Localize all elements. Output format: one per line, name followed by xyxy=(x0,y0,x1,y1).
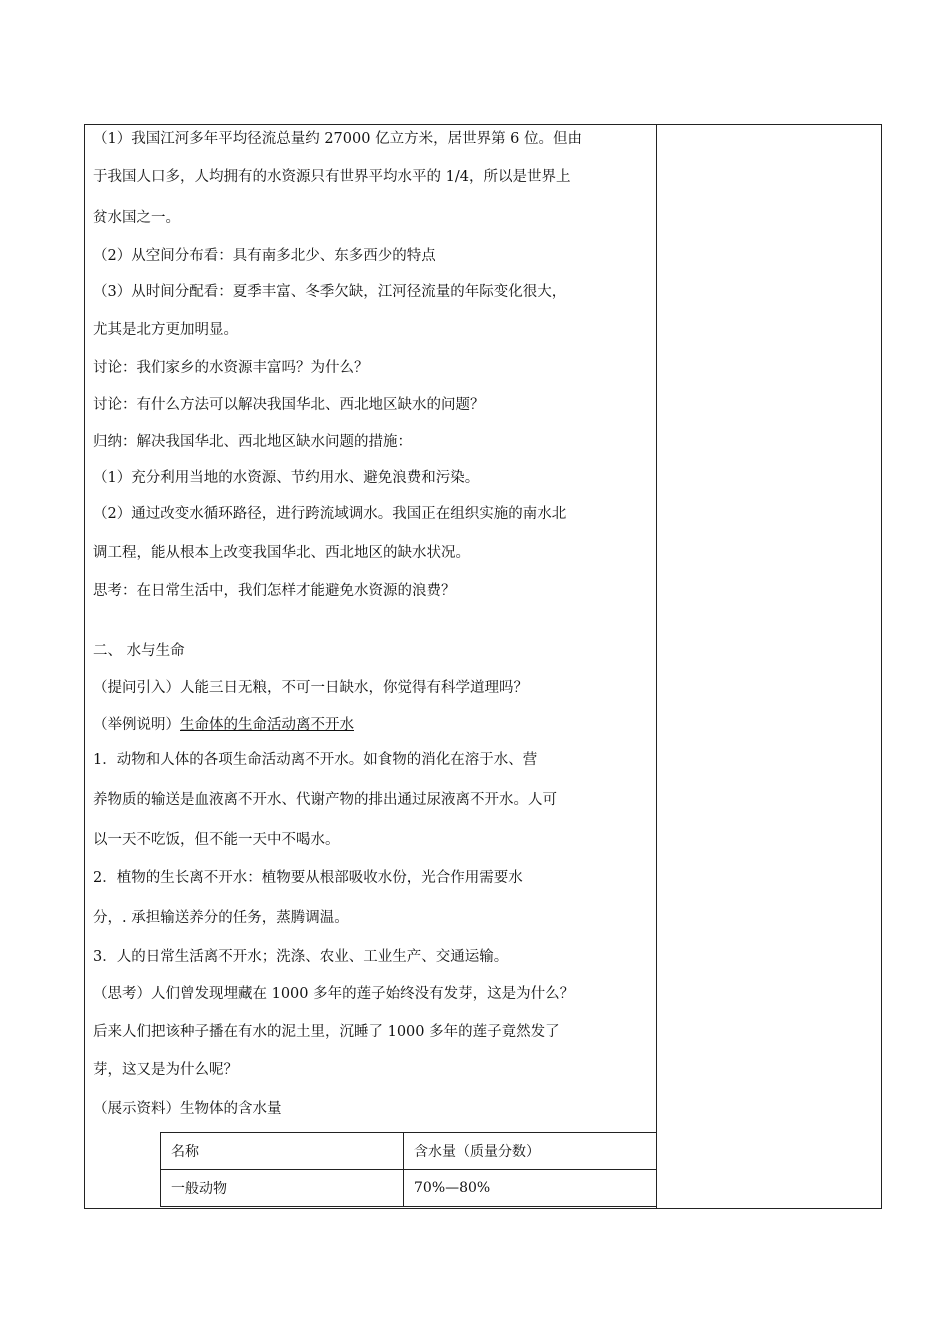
text-line: 归纳：解决我国华北、西北地区缺水问题的措施： xyxy=(93,434,412,450)
text-line: 于我国人口多，人均拥有的水资源只有世界平均水平的 1/4，所以是世界上 xyxy=(93,169,571,185)
text-line: 尤其是北方更加明显。 xyxy=(93,322,238,338)
text-line: （1）我国江河多年平均径流总量约 27000 亿立方米，居世界第 6 位。但由 xyxy=(93,131,583,147)
text-line: 2．植物的生长离不开水：植物要从根部吸收水份，光合作用需要水 xyxy=(93,870,523,886)
text-line: 讨论：有什么方法可以解决我国华北、西北地区缺水的问题？ xyxy=(93,397,485,413)
water-content-table xyxy=(160,1132,657,1207)
text-line: 讨论：我们家乡的水资源丰富吗？为什么？ xyxy=(93,360,369,376)
text-line: 1．动物和人体的各项生命活动离不开水。如食物的消化在溶于水、营 xyxy=(93,752,538,768)
page-table-frame xyxy=(84,124,882,1209)
text-line: （3）从时间分配看：夏季丰富、冬季欠缺，江河径流量的年际变化很大， xyxy=(93,284,567,300)
text-line: （提问引入）人能三日无粮，不可一日缺水，你觉得有科学道理吗？ xyxy=(93,680,528,696)
text-line: （2）从空间分布看：具有南多北少、东多西少的特点 xyxy=(93,248,436,264)
text-line: （展示资料）生物体的含水量 xyxy=(93,1101,282,1117)
table-header-row xyxy=(161,1133,657,1170)
text-line: 调工程，能从根本上改变我国华北、西北地区的缺水状况。 xyxy=(93,545,470,561)
table-cell: 一般动物 xyxy=(161,1170,404,1207)
table-header-cell: 含水量（质量分数） xyxy=(404,1133,657,1170)
text-line: 以一天不吃饭，但不能一天中不喝水。 xyxy=(93,832,340,848)
section-heading: 二、 水与生命 xyxy=(93,643,185,659)
text-line: （思考）人们曾发现埋藏在 1000 多年的莲子始终没有发芽，这是为什么？ xyxy=(93,986,575,1002)
column-divider xyxy=(656,125,657,1208)
text-line: 思考：在日常生活中，我们怎样才能避免水资源的浪费？ xyxy=(93,583,456,599)
text-line: 后来人们把该种子播在有水的泥土里，沉睡了 1000 多年的莲子竟然发了 xyxy=(93,1024,560,1040)
text-line: 养物质的输送是血液离不开水、代谢产物的排出通过尿液离不开水。人可 xyxy=(93,792,557,808)
example-label: （举例说明） xyxy=(93,717,180,733)
table-header-cell: 名称 xyxy=(161,1133,404,1170)
table-cell: 70%—80% xyxy=(404,1170,657,1207)
text-line: （1）充分利用当地的水资源、节约用水、避免浪费和污染。 xyxy=(93,470,480,486)
text-line: 分，. 承担输送养分的任务，蒸腾调温。 xyxy=(93,910,349,926)
text-line xyxy=(93,715,354,735)
text-line: 贫水国之一。 xyxy=(93,210,180,226)
underlined-phrase: 生命体的生命活动离不开水 xyxy=(180,717,354,733)
text-line: 芽，这又是为什么呢？ xyxy=(93,1062,238,1078)
table-row xyxy=(161,1170,657,1207)
text-line: 3．人的日常生活离不开水；洗涤、农业、工业生产、交通运输。 xyxy=(93,949,509,965)
text-line: （2）通过改变水循环路径，进行跨流域调水。我国正在组织实施的南水北 xyxy=(93,506,567,522)
